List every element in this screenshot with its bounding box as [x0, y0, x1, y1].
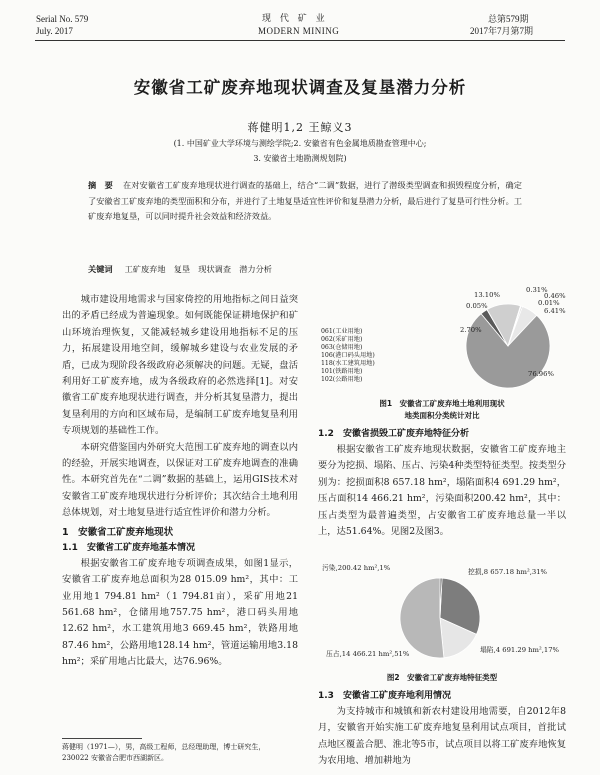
figure-1	[318, 284, 566, 394]
header-rule	[35, 40, 565, 41]
header-issue-date: 2017年7月第7期	[470, 26, 534, 36]
header-date-en: July. 2017	[36, 26, 73, 36]
legend-item: 102(公路用地)	[321, 376, 363, 383]
pie-data-label: 挖损,8 657.18 hm²,31%	[468, 568, 547, 576]
header-journal-en: MODERN MINING	[258, 26, 340, 36]
fig1-pie	[318, 284, 566, 394]
section-1-2-heading: 1.2 安徽省损毁工矿废弃地特征分析	[318, 429, 469, 439]
legend-item: 063(仓储用地)	[321, 344, 363, 351]
pie-data-label: 塌陷,4 691.29 hm²,17%	[480, 646, 559, 654]
section-1-1-text: 根据安徽省工矿废弃地专项调查成果，如图1显示，安徽省工矿废弃地总面积为28 015.09 hm²，其中：工业用地1 794.81 hm²（1 794.81亩），采矿用地21 561.68 hm²，仓储用地757.75 hm²，港口码头用地12.62 hm²，水工建筑用地3 669.45 hm²，铁路用地87.46 hm²，公路用地128.14 hm²，管道运输用地3.18 hm²；采矿用地占比最大，达76.96%。	[62, 557, 298, 668]
abstract	[88, 178, 522, 225]
section-1-heading: 1 安徽省工矿废弃地现状	[62, 526, 174, 538]
intro-paragraph-1: 城市建设用地需求与国家倚控的用地指标之间日益突出的矛盾已经成为普遍现象。如何既能保证耕地保护和矿山环境治理恢复，又能减轻城乡建设用地指标不足的压力，拓展建设用地空间，缓解城乡建设与农业发展的矛盾，已成为现阶段各级政府必须解决的问题。无疑，盘活利用好工矿废弃地，成为各级政府的必然选择[1]。对安徽省工矿废弃地现状进行调查，并分析其复垦潜力，提出复垦利用的方向和区域布局，是编制工矿废弃地复垦利用专项规划的基础性工作。	[62, 294, 298, 437]
fig1-caption-1: 图1 安徽省工矿废弃地土地利用现状	[379, 399, 505, 408]
pie-data-label: 2.70%	[460, 326, 482, 334]
right-column-lower	[318, 688, 566, 770]
article-title: 安徽省工矿废弃地现状调查及复垦潜力分析	[133, 78, 467, 97]
footnote-line-2: 230022 安徽省合肥市西湖新区。	[62, 754, 168, 762]
abstract-text: 在对安徽省工矿废弃地现状进行调查的基础上，结合“二调”数据，进行了潜级类型调查和损毁程度分析，确定了安徽省工矿废弃地的类型面积和分布，并进行了土地复垦适宜性评价和复垦潜力分析，最后进行了复垦可行性分析。工矿废弃地复垦，可以同时提升社会效益和经济效益。	[88, 180, 522, 221]
affiliations-line-2: 3. 安徽省土地勘测规划院)	[253, 154, 347, 163]
legend-item: 118(水工建筑用地)	[321, 360, 375, 367]
intro-paragraph-2: 本研究借鉴国内外研究大范围工矿废弃地的调查以内的经验，开展实地调查，以保证对工矿废弃地调查的准确性。本研究首先在“二调”数据的基础上，运用GIS技术对安徽省工矿废弃地现状进行分析评价；其次结合土地利用总体规划，对土地复垦进行适宜性评价和潜力分析。	[62, 441, 298, 519]
fig2-caption: 图2 安徽省工矿废弃地特征类型	[386, 673, 498, 682]
pie-data-label: 0.31%	[526, 286, 548, 294]
keywords	[88, 264, 272, 275]
pie-data-label: 0.01%	[538, 299, 560, 307]
pie-data-label: 76.96%	[528, 370, 554, 378]
fig2-pie	[318, 560, 566, 668]
pie-data-label: 0.05%	[466, 302, 488, 310]
pie-data-label: 0.46%	[544, 292, 566, 300]
section-1-3-heading: 1.3 安徽省工矿废弃地利用情况	[318, 691, 451, 701]
pie-data-label: 污染,200.42 hm²,1%	[322, 564, 391, 572]
fig1-caption-2: 地类面积分类统计对比	[404, 411, 480, 420]
right-column	[318, 426, 566, 540]
left-column	[62, 292, 298, 671]
pie-data-label: 13.10%	[474, 291, 500, 299]
header-journal-cn: 现 代 矿 业	[262, 14, 328, 24]
footnote-line-1: 蒋健明（1971—），男，高级工程师，总经理助理，博士研究生，	[62, 743, 266, 751]
legend-item: 101(铁路用地)	[321, 368, 363, 375]
pie-slice	[400, 578, 444, 658]
article-authors: 蒋健明1,2 王鲸义3	[247, 121, 353, 134]
legend-item: 106(港口码头用地)	[321, 352, 375, 359]
section-1-2-text: 根据安徽省工矿废弃地现状数据，安徽省工矿废弃地主要分为挖损、塌陷、压占、污染4种类型特征类型。按类型分别为：挖损面积8 657.18 hm²，塌陷面积4 691.29 hm²，压占面积14 466.21 hm²，污染面积200.42 hm²，其中：压占类型为最普遍类型，占安徽省工矿废弃地总量一半以上，达51.64%。见图2及图3。	[318, 444, 566, 538]
pie-data-label: 6.41%	[544, 307, 566, 315]
footnote-rule	[62, 738, 142, 739]
keywords-label: 关键词	[88, 264, 113, 274]
affiliations-line-1: (1. 中国矿业大学环境与测绘学院;2. 安徽省有色金属地质勘查管理中心;	[173, 139, 427, 148]
legend-item: 061(工业用地)	[321, 328, 363, 335]
footnote	[62, 742, 298, 764]
header-issue-total: 总第579期	[488, 14, 529, 24]
section-1-1-heading: 1.1 安徽省工矿废弃地基本情况	[62, 542, 195, 553]
header-serial: Serial No. 579	[36, 14, 89, 24]
pie-data-label: 压占,14 466.21 hm²,51%	[326, 650, 410, 658]
legend-item: 062(采矿用地)	[321, 336, 363, 343]
section-1-3-text: 为支持城市和城镇和新农村建设用地需要，自2012年8月，安徽省开始实施工矿废弃地复垦利用试点项目，首批试点地区覆盖合肥、淮北等5市，试点项目以将工矿废弃地恢复为农用地、增加耕地为	[318, 706, 566, 767]
keywords-text: 工矿废弃地 复垦 现状调查 潜力分析	[124, 264, 272, 274]
abstract-label: 摘 要	[88, 180, 113, 190]
